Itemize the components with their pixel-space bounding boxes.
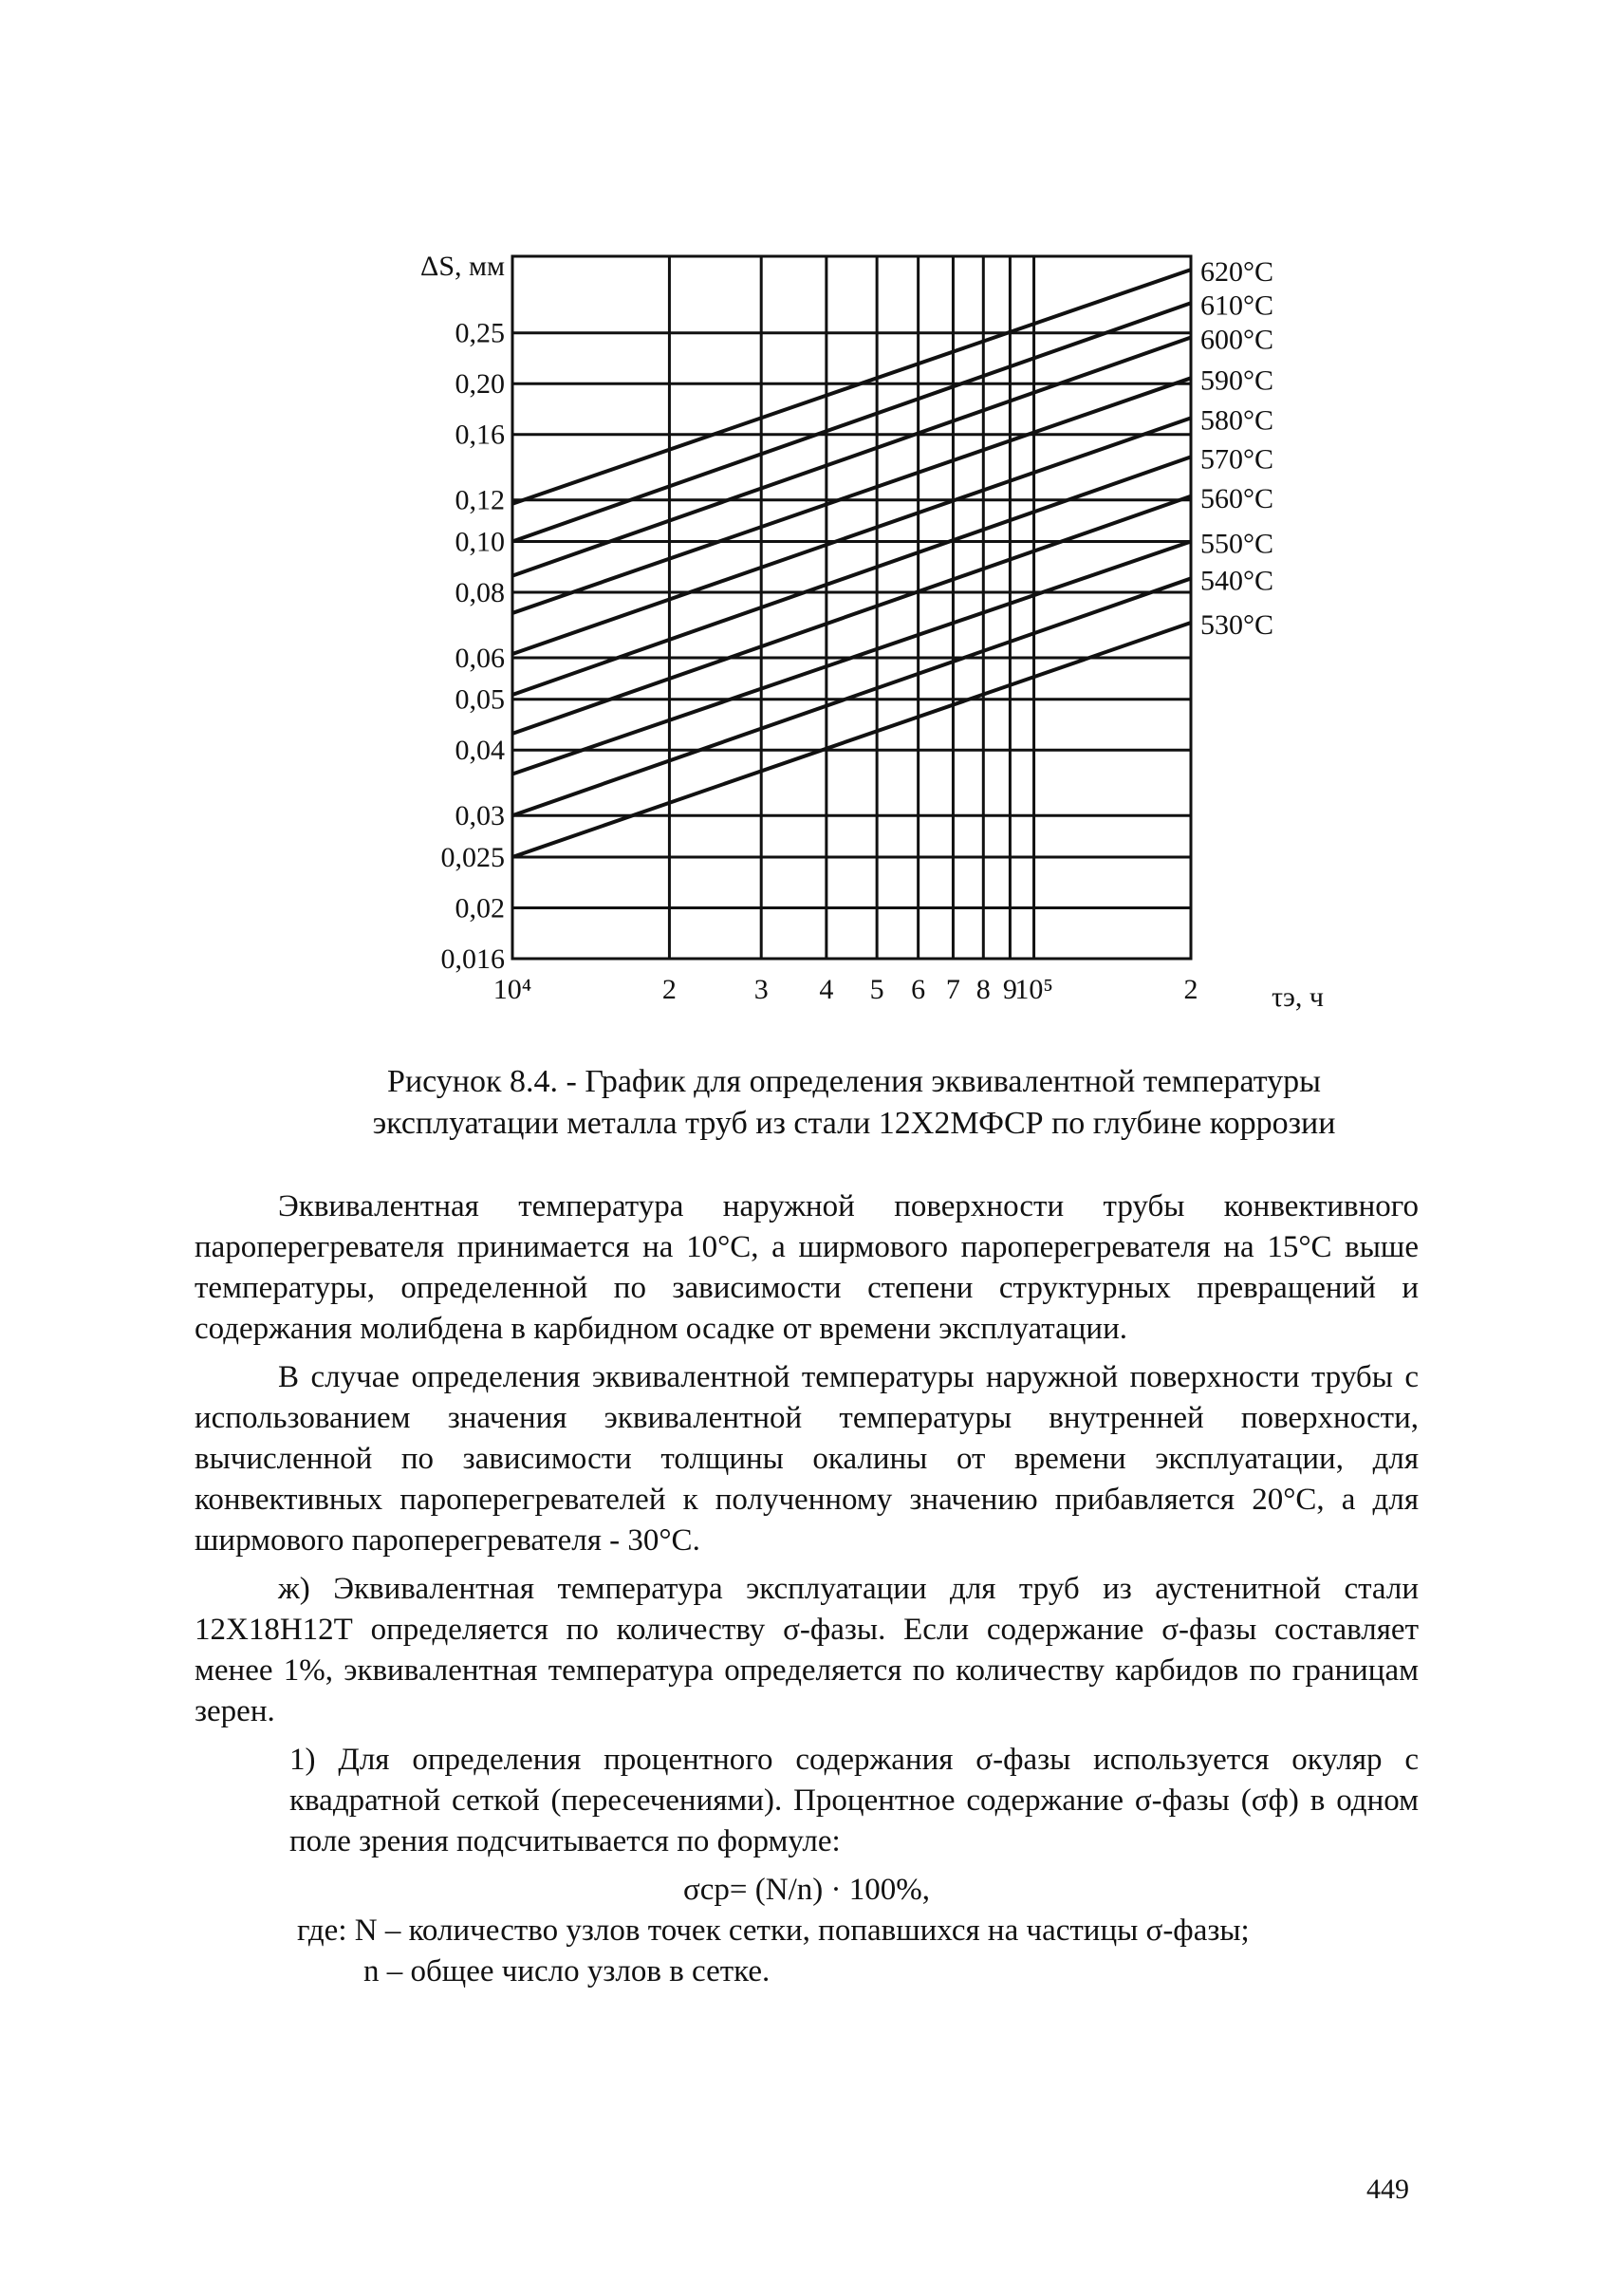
series-label: 600°C bbox=[1200, 324, 1274, 356]
figure-caption bbox=[323, 1061, 1385, 1145]
page-number: 449 bbox=[1366, 2174, 1409, 2205]
series-label: 540°C bbox=[1200, 565, 1274, 597]
y-tick-label: 0,016 bbox=[440, 943, 505, 975]
y-axis-label: ΔS, мм bbox=[420, 251, 505, 282]
formula-where-2: n – общее число узлов в сетке. bbox=[363, 1954, 771, 1988]
formula: σср= (N/n) · 100%, bbox=[682, 1873, 930, 1907]
x-tick-label: 5 bbox=[869, 974, 884, 1005]
series-label: 560°C bbox=[1200, 482, 1274, 514]
x-tick-label: 3 bbox=[753, 974, 769, 1005]
series-line bbox=[512, 303, 1191, 541]
series-line bbox=[512, 270, 1191, 504]
paragraph-1: Эквивалентная температура наружной поверхности трубы конвективного пароперегревателя принимается на 10°С, а ширмового пароперегревателя на 15°С выше температуры, определенной по зависимости степени структурных превращений и содержания молибдена в карбидном осадке от времени эксплуатации. bbox=[195, 1189, 1419, 1346]
x-tick-label: 6 bbox=[911, 974, 926, 1005]
y-tick-label: 0,05 bbox=[455, 683, 505, 716]
y-tick-label: 0,025 bbox=[440, 841, 505, 873]
x-axis-label: τэ, ч bbox=[1271, 981, 1324, 1013]
caption-line-1: Рисунок 8.4. - График для определения эквивалентной температуры bbox=[387, 1064, 1321, 1099]
paragraph-4: 1) Для определения процентного содержания σ-фазы используется окуляр с квадратной сеткой (пересечениями). Процентное содержание σ-фазы (σф) в одном поле зрения подсчитывается по формуле: bbox=[289, 1743, 1419, 1858]
series-label: 590°C bbox=[1200, 364, 1274, 397]
x-tick-label: 2 bbox=[661, 974, 677, 1005]
y-tick-label: 0,25 bbox=[455, 317, 505, 349]
paragraph-2: В случае определения эквивалентной температуры наружной поверхности трубы с использованием значения эквивалентной температуры внутренней поверхности, вычисленной по зависимости толщины окалины от времени эксплуатации, для конвективных пароперегревателей к полученному значению прибавляется 20°С, а для ширмового пароперегревателя - 30°С. bbox=[195, 1360, 1419, 1558]
y-tick-label: 0,12 bbox=[455, 484, 505, 516]
series-label: 570°C bbox=[1200, 443, 1274, 476]
x-tick-label: 8 bbox=[975, 974, 991, 1005]
x-tick-label: 10⁴ bbox=[492, 974, 532, 1005]
y-tick-label: 0,20 bbox=[455, 368, 505, 401]
y-tick-label: 0,16 bbox=[455, 419, 505, 451]
series-line bbox=[512, 418, 1191, 654]
series-label: 610°C bbox=[1200, 289, 1274, 322]
series-label: 550°C bbox=[1200, 528, 1274, 560]
paragraph-3: ж) Эквивалентная температура эксплуатации для труб из аустенитной стали 12Х18Н12Т определяется по количеству σ-фазы. Если содержание σ-фазы составляет менее 1%, эквивалентная температура определяется по количеству карбидов по границам зерен. bbox=[195, 1572, 1419, 1728]
x-tick-label: 2 bbox=[1183, 974, 1198, 1005]
y-tick-label: 0,06 bbox=[455, 642, 505, 674]
x-tick-label: 10⁵ bbox=[1014, 974, 1053, 1005]
y-tick-label: 0,10 bbox=[455, 526, 505, 558]
y-tick-label: 0,02 bbox=[455, 892, 505, 924]
series-label: 620°C bbox=[1200, 256, 1274, 289]
y-tick-label: 0,03 bbox=[455, 800, 505, 832]
formula-where-1: где: N – количество узлов точек сетки, попавшихся на частицы σ-фазы; bbox=[297, 1913, 1250, 1948]
corrosion-depth-chart bbox=[399, 237, 1347, 1035]
x-tick-label: 7 bbox=[945, 974, 960, 1005]
series-label: 580°C bbox=[1200, 404, 1274, 437]
x-tick-label: 9 bbox=[1002, 974, 1017, 1005]
caption-line-2: эксплуатации металла труб из стали 12Х2МФСР по глубине коррозии bbox=[372, 1106, 1336, 1141]
series-label: 530°C bbox=[1200, 609, 1274, 642]
x-tick-label: 4 bbox=[819, 974, 834, 1005]
y-tick-label: 0,08 bbox=[455, 576, 505, 608]
body-text bbox=[195, 1186, 1419, 1992]
chart-svg bbox=[399, 237, 1347, 1035]
plot-frame bbox=[512, 256, 1191, 959]
y-tick-label: 0,04 bbox=[455, 735, 505, 767]
